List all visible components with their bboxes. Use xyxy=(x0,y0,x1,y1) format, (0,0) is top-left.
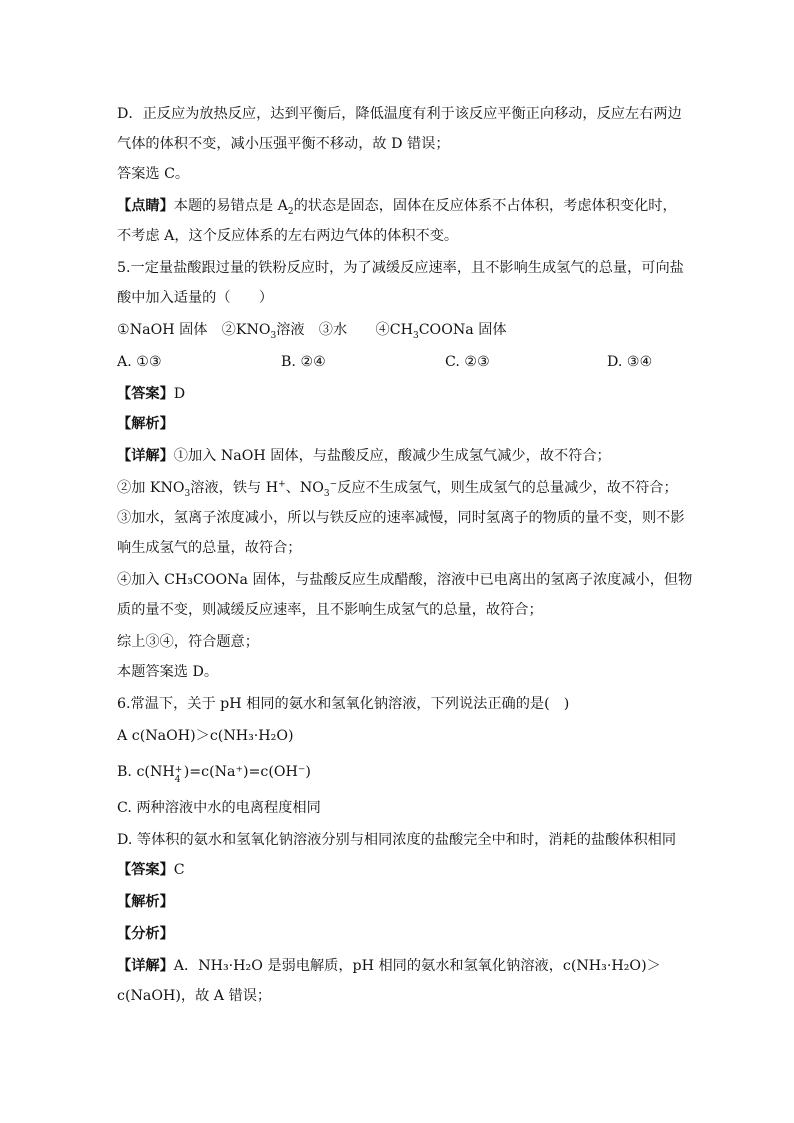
detail-text: 溶液，铁与 H xyxy=(190,480,279,496)
answer-value: C xyxy=(173,862,185,878)
subscript: 3 xyxy=(270,330,277,341)
text-line: 答案选 C。 xyxy=(117,166,190,182)
tip-tag: 【点睛】 xyxy=(117,198,174,214)
superscript: + xyxy=(278,479,286,490)
item-text: 溶液 ③水 ④CH xyxy=(276,322,413,338)
answer-value: D xyxy=(173,386,186,402)
answer-line xyxy=(117,384,677,404)
detail-line xyxy=(117,446,677,466)
detail-line: 质的量不变，则减缓反应速率，且不影响生成氢气的总量，故符合； xyxy=(117,602,543,618)
question-6-option-b xyxy=(117,762,677,785)
tip-text: 的状态是固态，固体在反应体系不占体积，考虑体积变化时， xyxy=(293,198,677,214)
question-5-stem: 酸中加入适量的（ ） xyxy=(117,290,274,306)
detail-line xyxy=(117,956,677,976)
option-a: A. ①③ xyxy=(117,354,162,370)
tip-text: 本题的易错点是 A xyxy=(173,198,288,214)
ion-charge-stack xyxy=(174,765,184,785)
option-d: D. ③④ xyxy=(607,354,653,370)
superscript: − xyxy=(329,479,338,490)
text-line: 不考虑 A，这个反应体系的左右两边气体的体积不变。 xyxy=(117,228,459,244)
option-text: )=c(Na⁺)=c(OH⁻) xyxy=(183,764,311,780)
detail-line: ③加水，氢离子浓度减小，所以与铁反应的速率减慢，同时氢离子的物质的量不变，则不影 xyxy=(117,510,685,526)
detail-text: 、NO xyxy=(285,480,324,496)
answer-tag: 【答案】 xyxy=(117,862,174,878)
detail-text: ①加入 NaOH 固体，与盐酸反应，酸减少生成氢气减少，故不符合； xyxy=(173,448,611,464)
superscript: + xyxy=(174,765,183,775)
text-line: D．正反应为放热反应，达到平衡后，降低温度有利于该反应平衡正向移动，反应左右两边 xyxy=(117,106,682,122)
question-6-option-d: D. 等体积的氨水和氢氧化钠溶液分别与相同浓度的盐酸完全中和时，消耗的盐酸体积相同 xyxy=(117,832,677,848)
final-answer-line: 本题答案选 D。 xyxy=(117,664,219,680)
question-6-option-a: A c(NaOH)＞c(NH₃·H₂O) xyxy=(117,728,294,744)
detail-line: c(NaOH)，故 A 错误； xyxy=(117,988,272,1004)
detail-text: 反应不生成氢气，则生成氢气的总量减少，故不符合； xyxy=(337,480,678,496)
item-text: ①NaOH 固体 ②KNO xyxy=(117,322,271,338)
detail-line: 响生成氢气的总量，故符合； xyxy=(117,540,302,556)
analysis-tag: 【解析】 xyxy=(117,894,174,910)
detail-line: ④加入 CH₃COONa 固体，与盐酸反应生成醋酸，溶液中已电离出的氢离子浓度减小，但物 xyxy=(117,572,693,588)
subscript: 3 xyxy=(323,488,330,499)
detail-text: ②加 KNO xyxy=(117,480,185,496)
summary-line: 综上③④，符合题意； xyxy=(117,634,259,650)
option-text: B. c( xyxy=(117,764,150,780)
fenxi-tag: 【分析】 xyxy=(117,926,174,942)
detail-line xyxy=(117,478,677,498)
tip-line xyxy=(117,196,677,216)
subscript: 4 xyxy=(174,775,181,785)
answer-tag: 【答案】 xyxy=(117,386,174,402)
analysis-tag: 【解析】 xyxy=(117,416,174,432)
subscript: 3 xyxy=(412,330,419,341)
subscript: 3 xyxy=(184,488,191,499)
option-c: C. ②③ xyxy=(445,354,490,370)
detail-tag: 【详解】 xyxy=(117,448,174,464)
item-text: COONa 固体 xyxy=(418,322,507,338)
subscript: 2 xyxy=(287,206,294,217)
question-5-stem: 5.一定量盐酸跟过量的铁粉反应时，为了减缓反应速率，且不影响生成氢气的总量，可向盐 xyxy=(117,260,684,276)
question-6-stem: 6.常温下，关于 pH 相同的氨水和氢氧化钠溶液，下列说法正确的是( ) xyxy=(117,696,570,712)
option-text: NH xyxy=(149,764,175,780)
question-5-items xyxy=(117,320,677,340)
answer-line xyxy=(117,860,677,880)
question-6-option-c: C. 两种溶液中水的电离程度相同 xyxy=(117,800,321,816)
detail-text: A．NH₃·H₂O 是弱电解质，pH 相同的氨水和氢氧化钠溶液，c(NH₃·H₂O)＞ xyxy=(173,958,661,974)
text-line: 气体的体积不变，减小压强平衡不移动，故 D 错误； xyxy=(117,136,450,152)
option-b: B. ②④ xyxy=(281,354,326,370)
detail-tag: 【详解】 xyxy=(117,958,174,974)
